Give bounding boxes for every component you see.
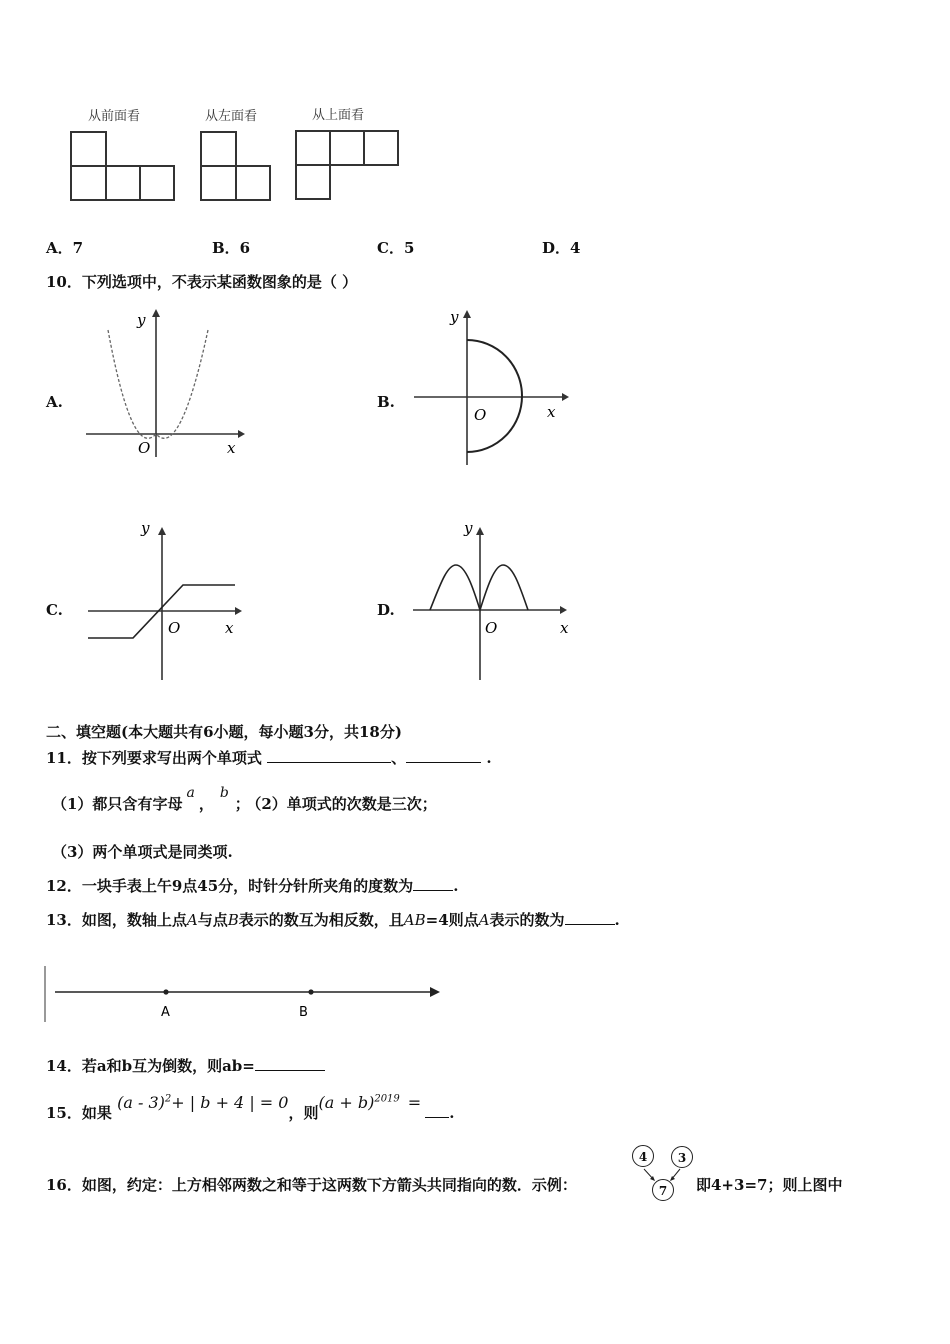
q12-blank — [413, 878, 453, 891]
point-b-label: B — [299, 1005, 308, 1020]
q11-var-b: b — [219, 785, 229, 801]
q10-option-c-label: C. — [46, 601, 63, 619]
q15-expr-2: $(a + b)^{2019}$ = — [318, 1093, 422, 1112]
point-b — [308, 989, 313, 994]
section-title: 二、填空题(本大题共有6小题，每小题3分，共18分) — [46, 723, 402, 741]
top-view-label: 从上面看 — [312, 108, 365, 123]
q12-line — [46, 875, 458, 896]
graph-a-origin-label: O — [138, 439, 151, 457]
q16-tail: 即4+3=7；则上图中 — [696, 1176, 843, 1194]
q9-option-a: A．7 — [46, 239, 84, 257]
point-a — [163, 989, 168, 994]
q15-expr-1: (a - 3)$^2$+ | b + 4 | = 0 — [117, 1093, 289, 1112]
q10-option-b-label: B. — [377, 393, 395, 411]
q11-end: . — [486, 749, 492, 767]
left-view-label: 从左面看 — [205, 109, 258, 124]
q15-line: 15．如果 (a - 3)$^2$+ | b + 4 | = 0，则$(a + b)^{2019}$ =. — [46, 1093, 455, 1122]
q10-option-d-label: D. — [377, 601, 395, 619]
q11-semi: ； — [234, 795, 250, 813]
graph-c-y-label: y — [141, 519, 150, 537]
graph-a-y-label: y — [137, 311, 146, 329]
graph-d-y-label: y — [464, 519, 473, 537]
q11-cond-3: （3）两个单项式是同类项. — [52, 843, 233, 861]
q12-stem: 12．一块手表上午9点45分，时针分针所夹角的度数为 — [46, 877, 414, 895]
example-arrows — [630, 1140, 700, 1210]
q10-stem: 10．下列选项中，不表示某函数图象的是（ ） — [46, 273, 358, 291]
q11-line — [46, 747, 492, 768]
graph-b — [410, 300, 575, 472]
q14-line — [46, 1055, 325, 1076]
q9-option-c: C．5 — [377, 239, 415, 257]
q13-blank — [565, 912, 615, 925]
graph-d-origin-label: O — [485, 619, 498, 637]
example-node-4: 4 — [632, 1145, 654, 1167]
q14-stem: 14．若a和b互为倒数，则ab= — [46, 1057, 255, 1075]
graph-b-x-label: x — [547, 403, 556, 421]
q9-option-b: B．6 — [212, 239, 251, 257]
graph-d — [410, 515, 575, 685]
q11-blank-2 — [406, 750, 481, 763]
q11-cond-2: （2）单项式的次数是三次； — [253, 795, 437, 813]
q16-stem: 16．如图，约定：上方相邻两数之和等于这两数下方箭头共同指向的数．示例： — [46, 1176, 577, 1194]
q11-condition-1-2 — [52, 785, 437, 814]
graph-c — [85, 515, 250, 685]
q14-blank — [255, 1058, 325, 1071]
point-a-label: A — [161, 1005, 170, 1020]
graph-b-origin-label: O — [474, 406, 487, 424]
graph-c-x-label: x — [225, 619, 234, 637]
graph-b-y-label: y — [450, 308, 459, 326]
example-node-7: 7 — [652, 1179, 674, 1201]
q11-cond-1: （1）都只含有字母 — [52, 795, 183, 813]
q11-comma: ， — [198, 795, 214, 813]
graph-a-x-label: x — [227, 439, 236, 457]
q11-sep: 、 — [391, 749, 407, 767]
graph-a — [80, 305, 250, 465]
q13-line: 13．如图，数轴上点A与点B表示的数互为相反数，且AB=4则点A表示的数为 . — [46, 911, 620, 929]
q11-blank-1 — [267, 750, 391, 763]
q9-option-d: D．4 — [542, 239, 581, 257]
q10-option-a-label: A. — [46, 393, 63, 411]
front-view-label: 从前面看 — [88, 109, 141, 124]
q11-stem: 11．按下列要求写出两个单项式 — [46, 749, 262, 767]
q11-var-a: a — [186, 785, 195, 801]
q15-blank — [425, 1105, 449, 1118]
example-node-3: 3 — [671, 1146, 693, 1168]
graph-c-origin-label: O — [168, 619, 181, 637]
graph-d-x-label: x — [560, 619, 569, 637]
q13-number-line — [40, 960, 450, 1030]
q12-end: . — [453, 877, 459, 895]
